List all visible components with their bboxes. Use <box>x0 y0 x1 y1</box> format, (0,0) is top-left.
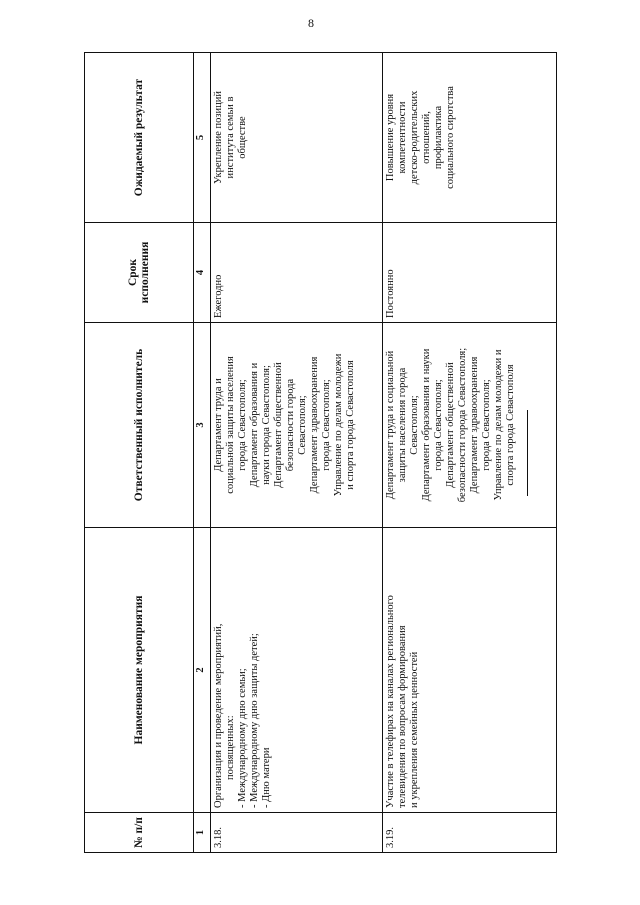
executor-line: безопасности города Севастополя; <box>457 347 468 503</box>
row-number: 3.19. <box>383 813 557 853</box>
rotated-table-container <box>84 53 557 853</box>
row-number: 3.18. <box>211 813 383 853</box>
executor-line: Департамент труда и <box>213 378 224 472</box>
column-number: 2 <box>194 528 211 813</box>
executor-line: Севастополя; <box>297 395 308 455</box>
activity-line: телевидения по вопросам формирования <box>397 625 408 808</box>
result-line: обществе <box>237 116 248 159</box>
executor-line: Департамент образования и науки <box>421 348 432 502</box>
executor-line: и спорта города Севастополя <box>345 360 356 490</box>
result-line: отношений, <box>421 111 432 164</box>
result-line: Укрепление позиций <box>213 90 224 185</box>
activities-table <box>84 52 557 853</box>
executor-line: Департамент здравоохранения <box>469 356 480 494</box>
executor-line: защиты населения города <box>397 367 408 483</box>
term: Ежегодно <box>211 223 383 323</box>
column-number: 5 <box>194 53 211 223</box>
executor-line: Департамент общественной <box>445 362 456 488</box>
executor-line: Управление по делам молодежи <box>333 353 344 497</box>
header-number: № п/п <box>85 813 194 853</box>
result-line: института семьи в <box>225 96 236 179</box>
expected-result <box>383 53 557 223</box>
activity-line: - Международному дню защиты детей; <box>249 633 260 808</box>
result-line: социального сиротства <box>445 86 456 189</box>
page-number: 8 <box>308 16 314 30</box>
column-number: 1 <box>194 813 211 853</box>
executor-line: Департамент труда и социальной <box>385 350 396 500</box>
column-number: 4 <box>194 223 211 323</box>
expected-result <box>211 53 383 223</box>
activity-line: Организация и проведение мероприятий, <box>213 623 224 808</box>
executor-line: Севастополя; <box>409 395 420 455</box>
activity-line: - Международному дню семьи; <box>237 668 248 808</box>
result-line: профилактика <box>433 105 444 170</box>
executor <box>383 323 557 528</box>
executor-line: города Севастополя; <box>321 379 332 471</box>
executor-line: города Севастополя; <box>237 379 248 471</box>
executor-line: безопасности города <box>285 378 296 472</box>
header-activity-name: Наименование мероприятия <box>85 528 194 813</box>
header-term: Срок исполнения <box>85 223 194 323</box>
result-line: Повышение уровня <box>385 93 396 182</box>
executor-line: Департамент здравоохранения <box>309 356 320 494</box>
header-row <box>85 53 194 853</box>
executor-line: города Севастополя; <box>433 379 444 471</box>
activity-name <box>211 528 383 813</box>
executor <box>211 323 383 528</box>
activity-line: посвященных: <box>225 715 236 780</box>
activity-line: - Дню матери <box>261 747 272 808</box>
column-number-row <box>194 53 211 853</box>
column-number: 3 <box>194 323 211 528</box>
term: Постоянно <box>383 223 557 323</box>
executor-line: Департамент общественной <box>273 362 284 488</box>
activity-name <box>383 528 557 813</box>
header-executor: Ответственный исполнитель <box>85 323 194 528</box>
result-line: компетентности <box>397 101 408 174</box>
header-result: Ожидаемый результат <box>85 53 194 223</box>
activity-line: Участие в телефирах на каналах регионального <box>385 595 396 808</box>
executor-line: социальной защиты населения <box>225 356 236 494</box>
table-row <box>383 53 557 853</box>
executor-line: спорта города Севастополя <box>505 364 516 486</box>
activity-line: и укрепления семейных ценностей <box>409 651 420 808</box>
table-row <box>211 53 383 853</box>
executor-line: науки города Севастополя; <box>261 365 272 485</box>
executor-line: Управление по делам молодежи и <box>493 349 504 501</box>
result-line: детско-родительских <box>409 90 420 185</box>
executor-line: города Севастополя; <box>481 379 492 471</box>
executor-line: Департамент образования и <box>249 362 260 488</box>
